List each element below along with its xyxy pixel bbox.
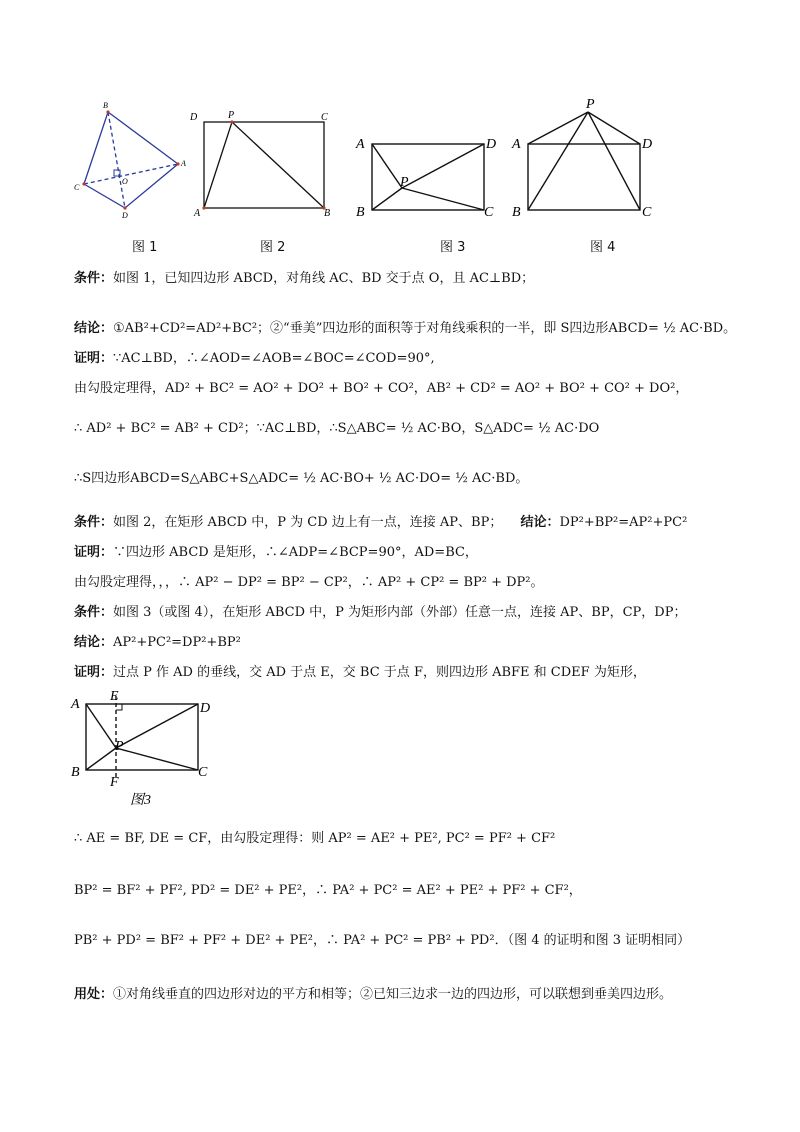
fig3-label-b: B <box>356 205 365 220</box>
s3-proof-1-text: 过点 P 作 AD 的垂线，交 AD 于点 E，交 BC 于点 F，则四边形 ABFE 和 CDEF 为矩形， <box>113 665 646 680</box>
s1-cond-label: 条件： <box>74 271 114 286</box>
s2-concl-label: 结论： <box>520 515 560 530</box>
s3-conclusion <box>74 634 241 652</box>
s3-cond-label: 条件： <box>74 605 114 620</box>
s1-concl-label: 结论： <box>74 321 114 336</box>
s1-proof-3: ∴ AD² + BC² = AB² + CD²；∵AC⊥BD，∴S△ABC= ½ AC·BO，S△ADC= ½ AC·DO <box>74 421 600 436</box>
s3-condition <box>74 604 686 622</box>
figure-3-with-perpendicular <box>70 690 220 808</box>
fig4-label-p: P <box>586 97 595 112</box>
fig4-label-c: C <box>642 205 652 220</box>
s1-conclusion <box>74 320 736 338</box>
fig1-label-o: O <box>122 177 128 186</box>
s3-proof-label: 证明： <box>74 665 114 680</box>
figure-4 <box>510 94 660 222</box>
fig5-label-b: B <box>71 765 80 780</box>
fig2-label-c: C <box>321 112 328 123</box>
figure-1 <box>70 100 190 220</box>
fig1-label-d: D <box>122 211 128 220</box>
s2-proof-2: 由勾股定理得，，，∴ AP² − DP² = BP² − CP²，∴ AP² + CP² = BP² + DP²。 <box>74 575 544 590</box>
fig2-label-d: D <box>190 112 198 123</box>
fig3-caption: 图 3 <box>440 240 466 255</box>
s1-concl-text: ①AB²+CD²=AD²+BC²；②“垂美”四边形的面积等于对角线乘积的一半，即 S四边形ABCD= ½ AC·BD。 <box>113 321 737 336</box>
s2-proof-1 <box>74 544 478 562</box>
s2-cond-text: 如图 2，在矩形 ABCD 中，P 为 CD 边上有一点，连接 AP、BP； <box>113 515 503 530</box>
fig2-caption: 图 2 <box>260 240 286 255</box>
usage-label: 用处： <box>74 987 114 1002</box>
s2-cond-label: 条件： <box>74 515 114 530</box>
usage <box>74 986 672 1004</box>
s3-proof-2: ∴ AE = BF, DE = CF，由勾股定理得：则 AP² = AE² + PE², PC² = PF² + CF² <box>74 831 556 846</box>
fig2-label-a: A <box>194 208 201 218</box>
s2-condition <box>74 514 687 532</box>
usage-text: ①对角线垂直的四边形对边的平方和相等；②已知三边求一边的四边形，可以联想到垂美四边形。 <box>113 987 673 1002</box>
s1-proof-1-text: ∵AC⊥BD，∴∠AOD=∠AOB=∠BOC=∠COD=90°, <box>113 351 435 366</box>
s1-proof-label: 证明： <box>74 351 114 366</box>
fig3-label-c: C <box>484 205 494 220</box>
fig2-label-b: B <box>324 208 331 218</box>
fig1-label-b: B <box>103 101 108 110</box>
figure-2 <box>188 106 338 218</box>
s3-concl-label: 结论： <box>74 635 114 650</box>
s3-proof-3: BP² = BF² + PF², PD² = DE² + PE²，∴ PA² + PC² = AE² + PE² + PF² + CF²， <box>74 883 582 898</box>
s2-concl-text: DP²+BP²=AP²+PC² <box>559 515 688 530</box>
s2-proof-1-text: ∵四边形 ABCD 是矩形，∴∠ADP=∠BCP=90°，AD=BC， <box>113 545 478 560</box>
fig5-label-a: A <box>71 697 80 712</box>
s1-condition <box>74 270 534 288</box>
fig1-label-a: A <box>181 159 186 168</box>
fig1-caption: 图 1 <box>132 240 158 255</box>
fig1-label-c: C <box>74 183 80 192</box>
fig3-label-d: D <box>486 137 497 152</box>
s1-proof-2: 由勾股定理得，AD² + BC² = AO² + DO² + BO² + CO²，AB² + CD² = AO² + BO² + CO² + DO²， <box>74 381 689 396</box>
fig4-label-b: B <box>512 205 521 220</box>
s3-proof-1 <box>74 664 646 682</box>
figure-3 <box>354 130 504 220</box>
s3-cond-text: 如图 3（或图 4），在矩形 ABCD 中，P 为矩形内部（外部）任意一点，连接 AP、BP，CP，DP； <box>113 605 687 620</box>
fig5-label-f: F <box>110 775 119 790</box>
fig4-label-a: A <box>512 137 521 152</box>
fig5-label-p: P <box>115 739 124 754</box>
fig4-label-d: D <box>642 137 653 152</box>
s2-proof-label: 证明： <box>74 545 114 560</box>
fig5-label-e: E <box>110 690 119 704</box>
fig3-label-p: P <box>400 175 409 190</box>
s1-cond-text: 如图 1，已知四边形 ABCD，对角线 AC、BD 交于点 O，且 AC⊥BD； <box>113 271 535 286</box>
fig4-caption: 图 4 <box>590 240 616 255</box>
fig5-label-d: D <box>200 701 211 716</box>
s1-proof-4: ∴S四边形ABCD=S△ABC+S△ADC= ½ AC·BO+ ½ AC·DO= ½ AC·BD。 <box>74 471 529 486</box>
s3-concl-text: AP²+PC²=DP²+BP² <box>113 635 241 650</box>
fig2-label-p: P <box>228 110 235 121</box>
fig5-label-c: C <box>198 765 208 780</box>
s1-proof-1 <box>74 350 435 368</box>
s3-proof-4: PB² + PD² = BF² + PF² + DE² + PE²，∴ PA² + PC² = PB² + PD²．（图 4 的证明和图 3 证明相同） <box>74 933 691 948</box>
fig5-caption: 图3 <box>130 793 151 808</box>
fig3-label-a: A <box>356 137 365 152</box>
